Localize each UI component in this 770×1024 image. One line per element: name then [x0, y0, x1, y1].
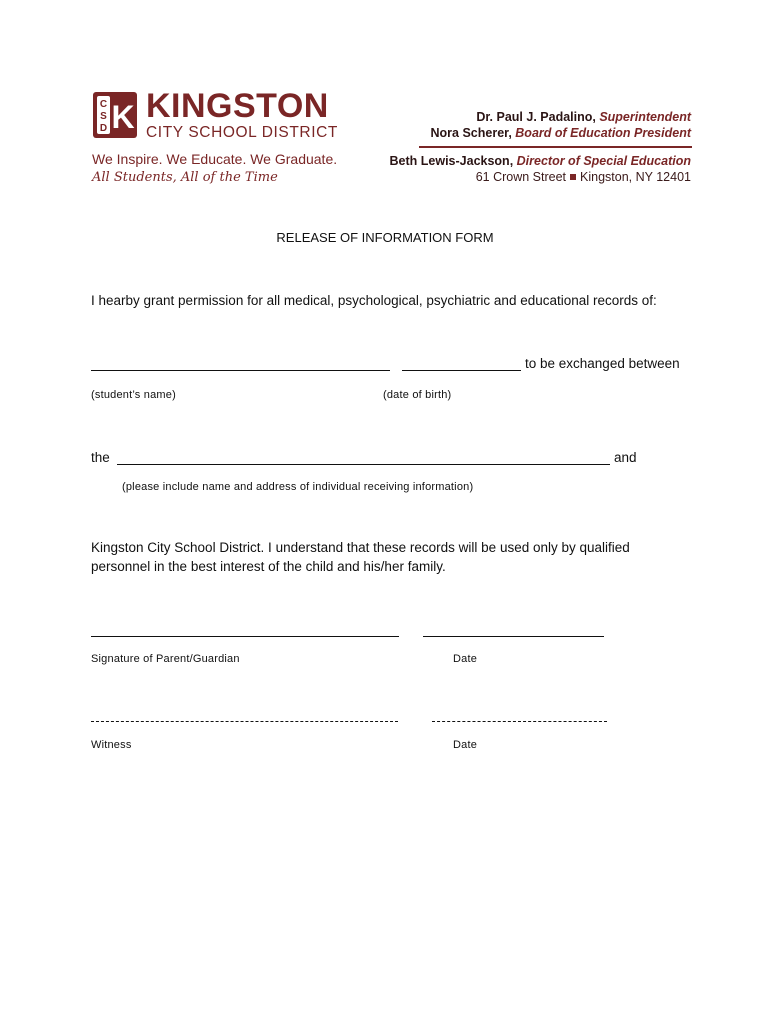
recipient-hint: (please include name and address of individual receiving information)	[122, 481, 474, 493]
district-subtitle: CITY SCHOOL DISTRICT	[146, 124, 338, 141]
signature-date-label: Date	[453, 653, 478, 665]
address-city: Kingston, NY 12401	[580, 170, 691, 184]
exchange-text: to be exchanged between	[525, 356, 680, 371]
student-name-label: (student’s name)	[91, 389, 176, 401]
parent-signature-date-field[interactable]	[423, 636, 604, 637]
date-of-birth-label: (date of birth)	[383, 389, 452, 401]
student-name-field[interactable]	[91, 370, 390, 371]
tagline: We Inspire. We Educate. We Graduate.	[92, 151, 338, 167]
president-role: Board of Education President	[515, 126, 691, 140]
staff-list	[431, 109, 692, 141]
bullet-square-icon	[570, 174, 576, 180]
consent-line-2: personnel in the best interest of the child and his/her family.	[91, 559, 446, 574]
recipient-field[interactable]	[117, 464, 610, 465]
tagline-secondary: All Students, All of the Time	[92, 170, 278, 185]
consent-paragraph	[91, 538, 691, 576]
intro-statement: I hearby grant permission for all medical, psychological, psychiatric and educational records of:	[91, 293, 657, 308]
director-role: Director of Special Education	[516, 154, 691, 168]
district-address	[476, 169, 691, 185]
logo-letter-s: S	[100, 111, 107, 122]
president-name: Nora Scherer,	[430, 126, 512, 140]
district-logo-icon	[93, 92, 137, 138]
superintendent-role: Superintendent	[599, 110, 691, 124]
header-divider	[419, 146, 692, 148]
and-label: and	[614, 450, 637, 465]
superintendent-name: Dr. Paul J. Padalino,	[476, 110, 596, 124]
president-line	[431, 125, 692, 141]
witness-date-label: Date	[453, 739, 478, 751]
district-name: KINGSTON	[146, 87, 329, 125]
logo-letter-k: K	[111, 99, 135, 135]
parent-signature-field[interactable]	[91, 636, 399, 637]
date-of-birth-field[interactable]	[402, 370, 521, 371]
superintendent-line	[431, 109, 692, 125]
witness-signature-field[interactable]	[91, 721, 398, 722]
the-label: the	[91, 450, 110, 465]
logo-letter-d: D	[99, 123, 108, 134]
witness-label: Witness	[91, 739, 132, 751]
form-title: RELEASE OF INFORMATION FORM	[276, 230, 494, 245]
witness-date-field[interactable]	[432, 721, 607, 722]
logo-letter-c: C	[99, 99, 108, 110]
director-name: Beth Lewis-Jackson,	[389, 154, 514, 168]
signature-label: Signature of Parent/Guardian	[91, 653, 240, 665]
address-street: 61 Crown Street	[475, 170, 567, 184]
consent-line-1: Kingston City School District. I understand that these records will be used only by qualified	[91, 540, 630, 555]
director-line	[390, 153, 691, 169]
